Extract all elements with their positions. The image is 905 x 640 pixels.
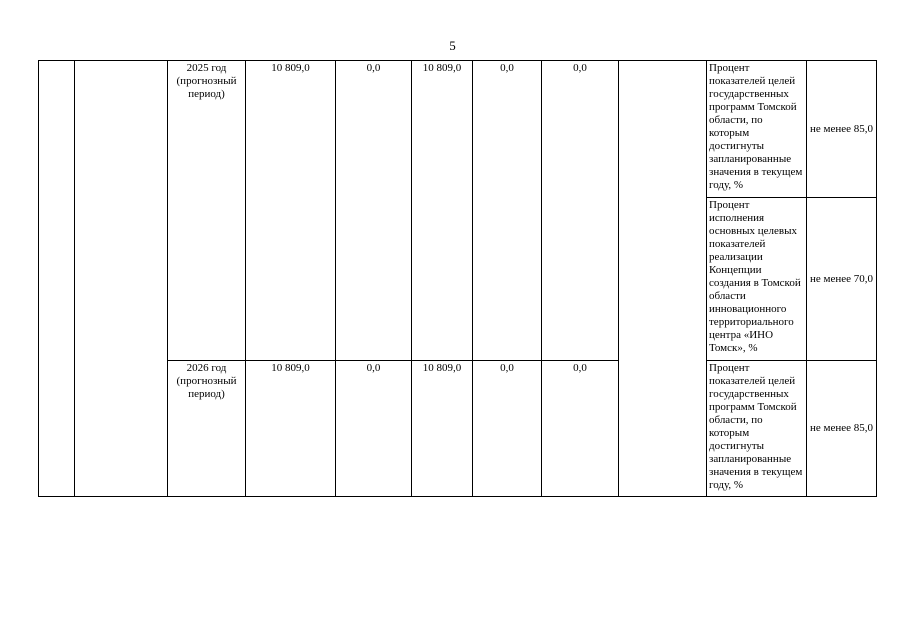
municipal-cell: 0,0 <box>473 61 542 361</box>
indicator-name: Процент показателей целей государственных программ Томской области, по которым достигнуты запланированные значения в текущем году, % <box>707 61 807 198</box>
empty-cell <box>39 61 75 497</box>
indicator-value: не менее 85,0 <box>807 361 877 497</box>
regional-cell: 10 809,0 <box>412 361 473 497</box>
other-cell: 0,0 <box>542 61 619 361</box>
federal-cell: 0,0 <box>336 61 412 361</box>
indicator-name: Процент показателей целей государственных программ Томской области, по которым достигнуты запланированные значения в текущем году, % <box>707 361 807 497</box>
other-cell: 0,0 <box>542 361 619 497</box>
indicator-value: не менее 85,0 <box>807 61 877 198</box>
budget-table <box>38 60 877 497</box>
total-cell: 10 809,0 <box>246 361 336 497</box>
indicator-value: не менее 70,0 <box>807 198 877 361</box>
regional-cell: 10 809,0 <box>412 61 473 361</box>
municipal-cell: 0,0 <box>473 361 542 497</box>
empty-cell <box>619 61 707 497</box>
empty-cell <box>75 61 168 497</box>
total-cell: 10 809,0 <box>246 61 336 361</box>
page-number: 5 <box>449 38 456 53</box>
indicator-name: Процент исполнения основных целевых показателей реализации Концепции создания в Томской области инновационного территориального центра «ИНО Томск», % <box>707 198 807 361</box>
federal-cell: 0,0 <box>336 361 412 497</box>
period-cell: 2026 год (прогнозный период) <box>168 361 246 497</box>
table-row <box>39 61 877 198</box>
period-cell: 2025 год (прогнозный период) <box>168 61 246 361</box>
